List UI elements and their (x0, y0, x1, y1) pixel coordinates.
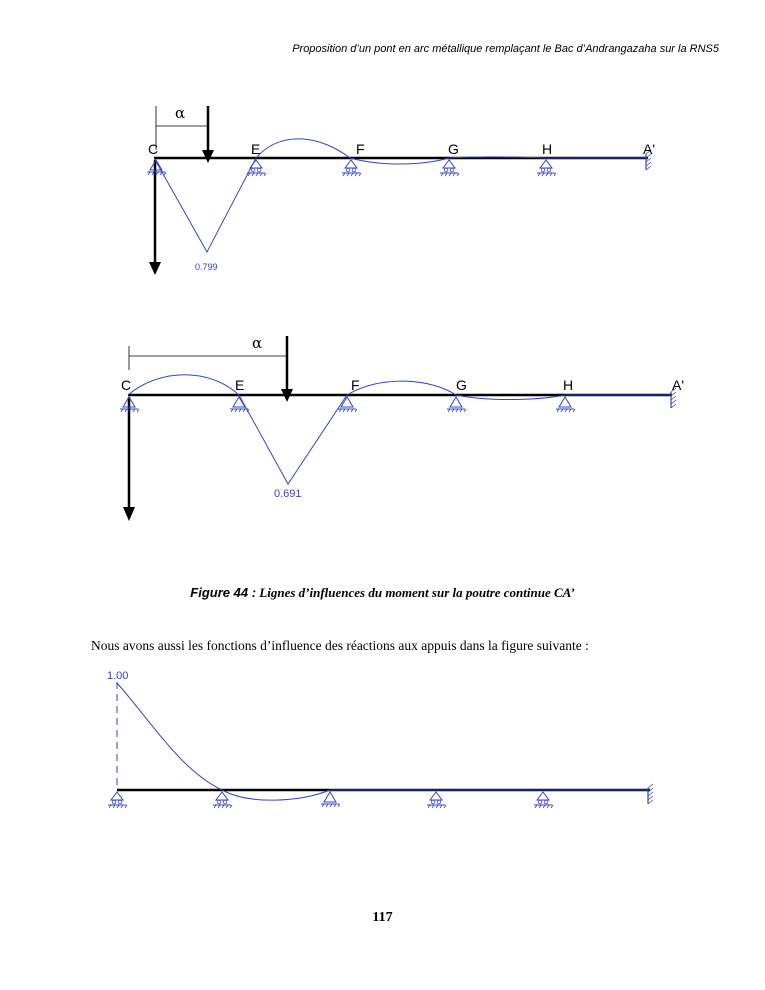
support-label-h: H (563, 377, 574, 393)
support-label-g: G (456, 377, 467, 393)
support-label-e: E (251, 141, 261, 157)
influence-line (117, 683, 648, 800)
influence-line (128, 375, 670, 484)
support-label-e: E (235, 377, 245, 393)
peak-value-label: 0.691 (274, 488, 302, 500)
support-label-c: C (148, 141, 159, 157)
figure-number: Figure 44 : (190, 585, 257, 600)
peak-value-label: 1.00 (107, 670, 129, 682)
support-label-a-prime: A' (643, 141, 656, 157)
figure-1 (147, 104, 655, 275)
page-number: 117 (372, 910, 393, 925)
figure-caption (0, 585, 765, 601)
alpha-label: α (175, 104, 186, 122)
support-label-a-prime: A' (672, 377, 685, 393)
support-label-h: H (542, 141, 553, 157)
peak-value-label: 0.799 (195, 262, 218, 272)
figure-3 (107, 670, 653, 808)
support-label-f: F (351, 377, 360, 393)
support-label-c: C (121, 377, 132, 393)
figure-caption-text: Lignes d’influences du moment sur la poutre continue CA’ (256, 585, 575, 600)
figure-2 (120, 334, 684, 521)
running-header: Proposition d’un pont en arc métallique remplaçant le Bac d’Andrangazaha sur la RNS5 (292, 43, 719, 55)
influence-line (154, 139, 646, 252)
support-label-f: F (356, 141, 365, 157)
alpha-label: α (252, 334, 263, 352)
support-label-g: G (448, 141, 459, 157)
body-paragraph: Nous avons aussi les fonctions d’influence des réactions aux appuis dans la figure suivante : (91, 638, 589, 653)
